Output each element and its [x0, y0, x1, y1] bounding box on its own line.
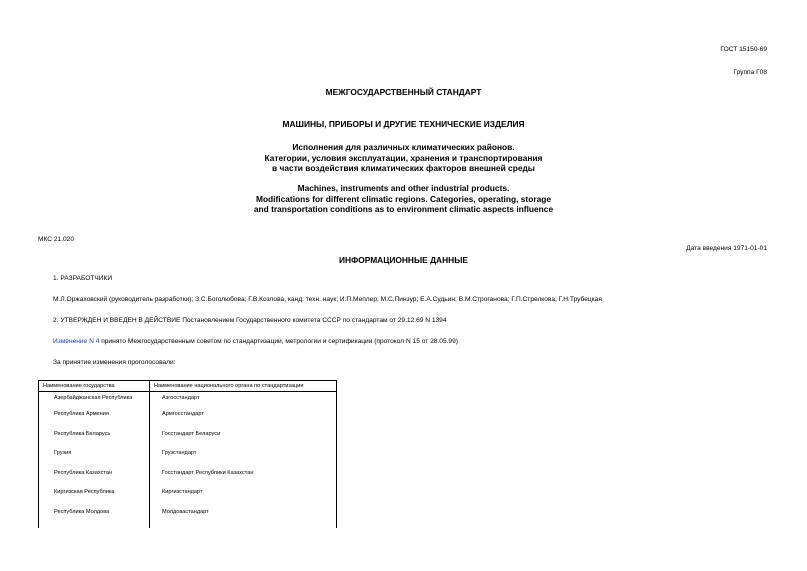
state-cell: Республика Молдова — [39, 509, 150, 529]
table-row — [39, 489, 337, 509]
developers-label: 1. РАЗРАБОТЧИКИ — [53, 275, 113, 282]
body-cell: Армгосстандарт — [150, 411, 337, 431]
voted-text: За принятие изменения проголосовали: — [53, 359, 176, 366]
group-label: Группа Г08 — [733, 69, 767, 76]
subtitle-ru-line: Исполнения для различных климатических районов. — [292, 142, 515, 152]
subtitle-en-line: Modifications for different climatic regions. Categories, operating, storage — [255, 193, 552, 204]
table-row — [39, 411, 337, 431]
subtitle-ru-line: Категории, условия эксплуатации, хранения и транспортирования — [264, 152, 543, 163]
table-row — [39, 509, 337, 529]
subtitle-ru-line: в части воздействия климатических факторов внешней среды — [272, 163, 535, 173]
table-row — [39, 470, 337, 490]
subtitle-en-line: and transportation conditions as to environment climatic aspects influence — [253, 204, 554, 214]
interstate-standard-title: МЕЖГОСУДАРСТВЕННЫЙ СТАНДАРТ — [325, 87, 482, 97]
subtitle-en-line: Machines, instruments and other industrial products. — [297, 183, 510, 193]
developers-text: М.Л.Оржаховский (руководитель разработки); З.С.Боголюбова; Г.В.Козлова, канд. техн. наук; И.П.Меплер; М.С.Пинзур; Е.А.Судьин; В.М.Строганова; Г.П.Стрелкова; Г.Н.Трубецкая — [53, 296, 602, 303]
subtitle-en — [0, 183, 807, 215]
amendment-text: принято Межгосударственным советом по стандартизации, метрологии и сертификации (протокол N 15 от 28.05.99) — [99, 338, 458, 345]
state-cell: Республика Казахстан — [39, 470, 150, 490]
mks-code: МКС 21.020 — [38, 236, 75, 243]
body-cell: Киргизстандарт — [150, 489, 337, 509]
body-cell: Грузстандарт — [150, 450, 337, 470]
amendment-paragraph — [53, 338, 458, 345]
table-header-row — [39, 381, 337, 392]
main-title: МАШИНЫ, ПРИБОРЫ И ДРУГИЕ ТЕХНИЧЕСКИЕ ИЗДЕЛИЯ — [282, 119, 525, 129]
state-cell: Грузия — [39, 450, 150, 470]
intro-date: Дата введения 1971-01-01 — [686, 245, 767, 252]
state-cell: Азербайджанская Республика — [39, 392, 150, 412]
info-heading: ИНФОРМАЦИОННЫЕ ДАННЫЕ — [339, 255, 468, 265]
states-table — [38, 380, 337, 528]
gost-number: ГОСТ 15150-69 — [720, 46, 767, 53]
body-cell: Госстандарт Республики Казахстан — [150, 470, 337, 490]
column-header-state: Наименование государства — [39, 381, 150, 392]
table-row — [39, 392, 337, 412]
state-cell: Киргизская Республика — [39, 489, 150, 509]
approved-label: 2. УТВЕРЖДЕН И ВВЕДЕН В ДЕЙСТВИЕ — [53, 317, 181, 324]
subtitle-ru — [0, 142, 807, 174]
amendment-link[interactable]: Изменение N 4 — [53, 338, 100, 345]
table-row — [39, 431, 337, 451]
table-row — [39, 450, 337, 470]
approved-paragraph — [53, 317, 447, 324]
column-header-body: Наименование национального органа по стандартизации — [150, 381, 337, 392]
body-cell: Госстандарт Беларуси — [150, 431, 337, 451]
body-cell: Азгосстандарт — [150, 392, 337, 412]
approved-text: Постановлением Государственного комитета СССР по стандартам от 29.12.69 N 1394 — [180, 317, 447, 324]
state-cell: Республика Армения — [39, 411, 150, 431]
state-cell: Республика Беларусь — [39, 431, 150, 451]
body-cell: Молдовастандарт — [150, 509, 337, 529]
